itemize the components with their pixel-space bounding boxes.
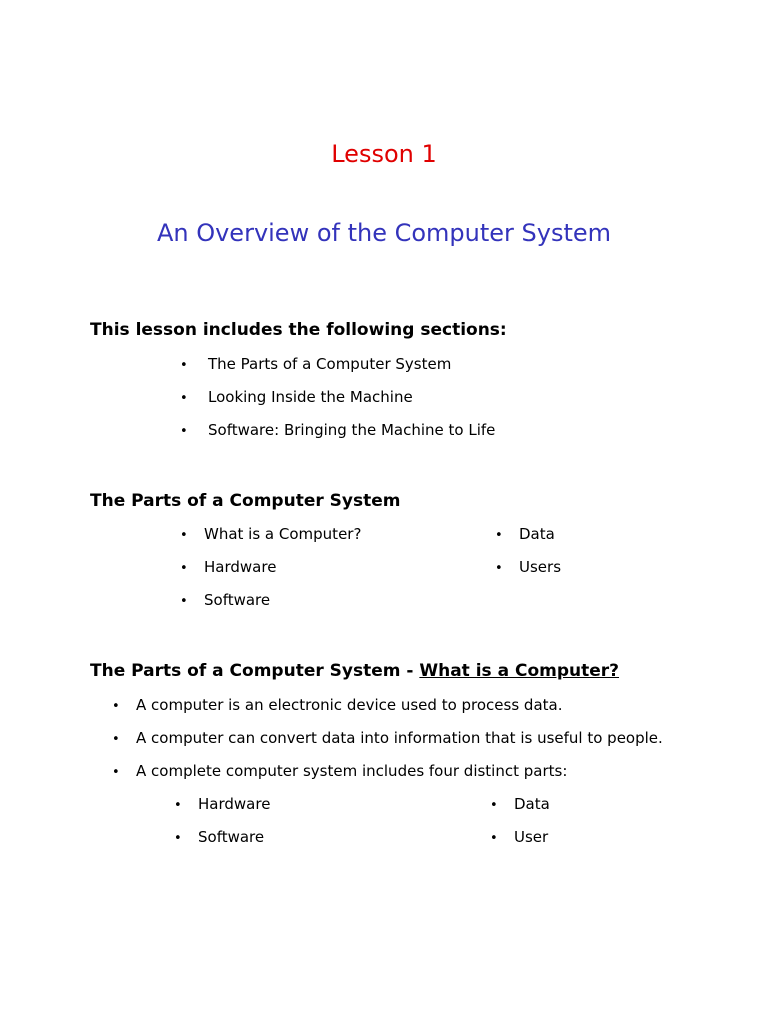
bullet-icon: • — [180, 424, 188, 439]
bullet-icon: • — [180, 391, 188, 406]
list-item-label: Hardware — [204, 558, 277, 576]
list-item — [180, 590, 271, 612]
list-item — [112, 695, 563, 717]
parts-heading: The Parts of a Computer System — [90, 491, 401, 511]
list-item-label: Software — [198, 828, 265, 846]
list-item-label: Hardware — [198, 795, 271, 813]
list-item — [112, 728, 663, 750]
document-title: An Overview of the Computer System — [156, 219, 612, 247]
bullet-icon: • — [495, 528, 503, 543]
bullet-icon: • — [495, 561, 503, 576]
list-item — [495, 524, 555, 546]
bullet-icon: • — [112, 732, 120, 747]
list-item-label: Data — [514, 795, 550, 813]
list-item — [174, 827, 265, 849]
bullet-icon: • — [112, 699, 120, 714]
list-item-label: Users — [519, 558, 562, 576]
list-item-label: A computer is an electronic device used to process data. — [136, 696, 563, 714]
intro-heading: This lesson includes the following sections: — [90, 320, 507, 340]
list-item-label: What is a Computer? — [204, 525, 362, 543]
bullet-icon: • — [174, 831, 182, 846]
list-item — [180, 557, 277, 579]
bullet-icon: • — [180, 561, 188, 576]
bullet-icon: • — [180, 528, 188, 543]
list-item-label: A computer can convert data into information that is useful to people. — [136, 729, 663, 747]
bullet-icon: • — [174, 798, 182, 813]
list-item-label: Software: Bringing the Machine to Life — [208, 421, 496, 439]
list-item-label: Looking Inside the Machine — [208, 388, 413, 406]
list-item — [180, 420, 496, 442]
list-item — [490, 827, 549, 849]
list-item — [180, 387, 413, 409]
list-item — [174, 794, 271, 816]
bullet-icon: • — [180, 358, 188, 373]
what-is-heading — [90, 660, 619, 682]
what-is-heading-link: What is a Computer? — [419, 661, 620, 681]
list-item-label: Software — [204, 591, 271, 609]
list-item-label: A complete computer system includes four distinct parts: — [136, 762, 568, 780]
bullet-icon: • — [490, 831, 498, 846]
bullet-icon: • — [490, 798, 498, 813]
lesson-title: Lesson 1 — [331, 140, 437, 168]
bullet-icon: • — [180, 594, 188, 609]
list-item — [180, 354, 452, 376]
list-item — [180, 524, 362, 546]
list-item — [112, 761, 568, 783]
what-is-heading-prefix: The Parts of a Computer System - — [90, 661, 420, 681]
bullet-icon: • — [112, 765, 120, 780]
list-item — [490, 794, 550, 816]
list-item-label: Data — [519, 525, 555, 543]
list-item-label: User — [514, 828, 549, 846]
list-item — [495, 557, 562, 579]
list-item-label: The Parts of a Computer System — [208, 355, 452, 373]
